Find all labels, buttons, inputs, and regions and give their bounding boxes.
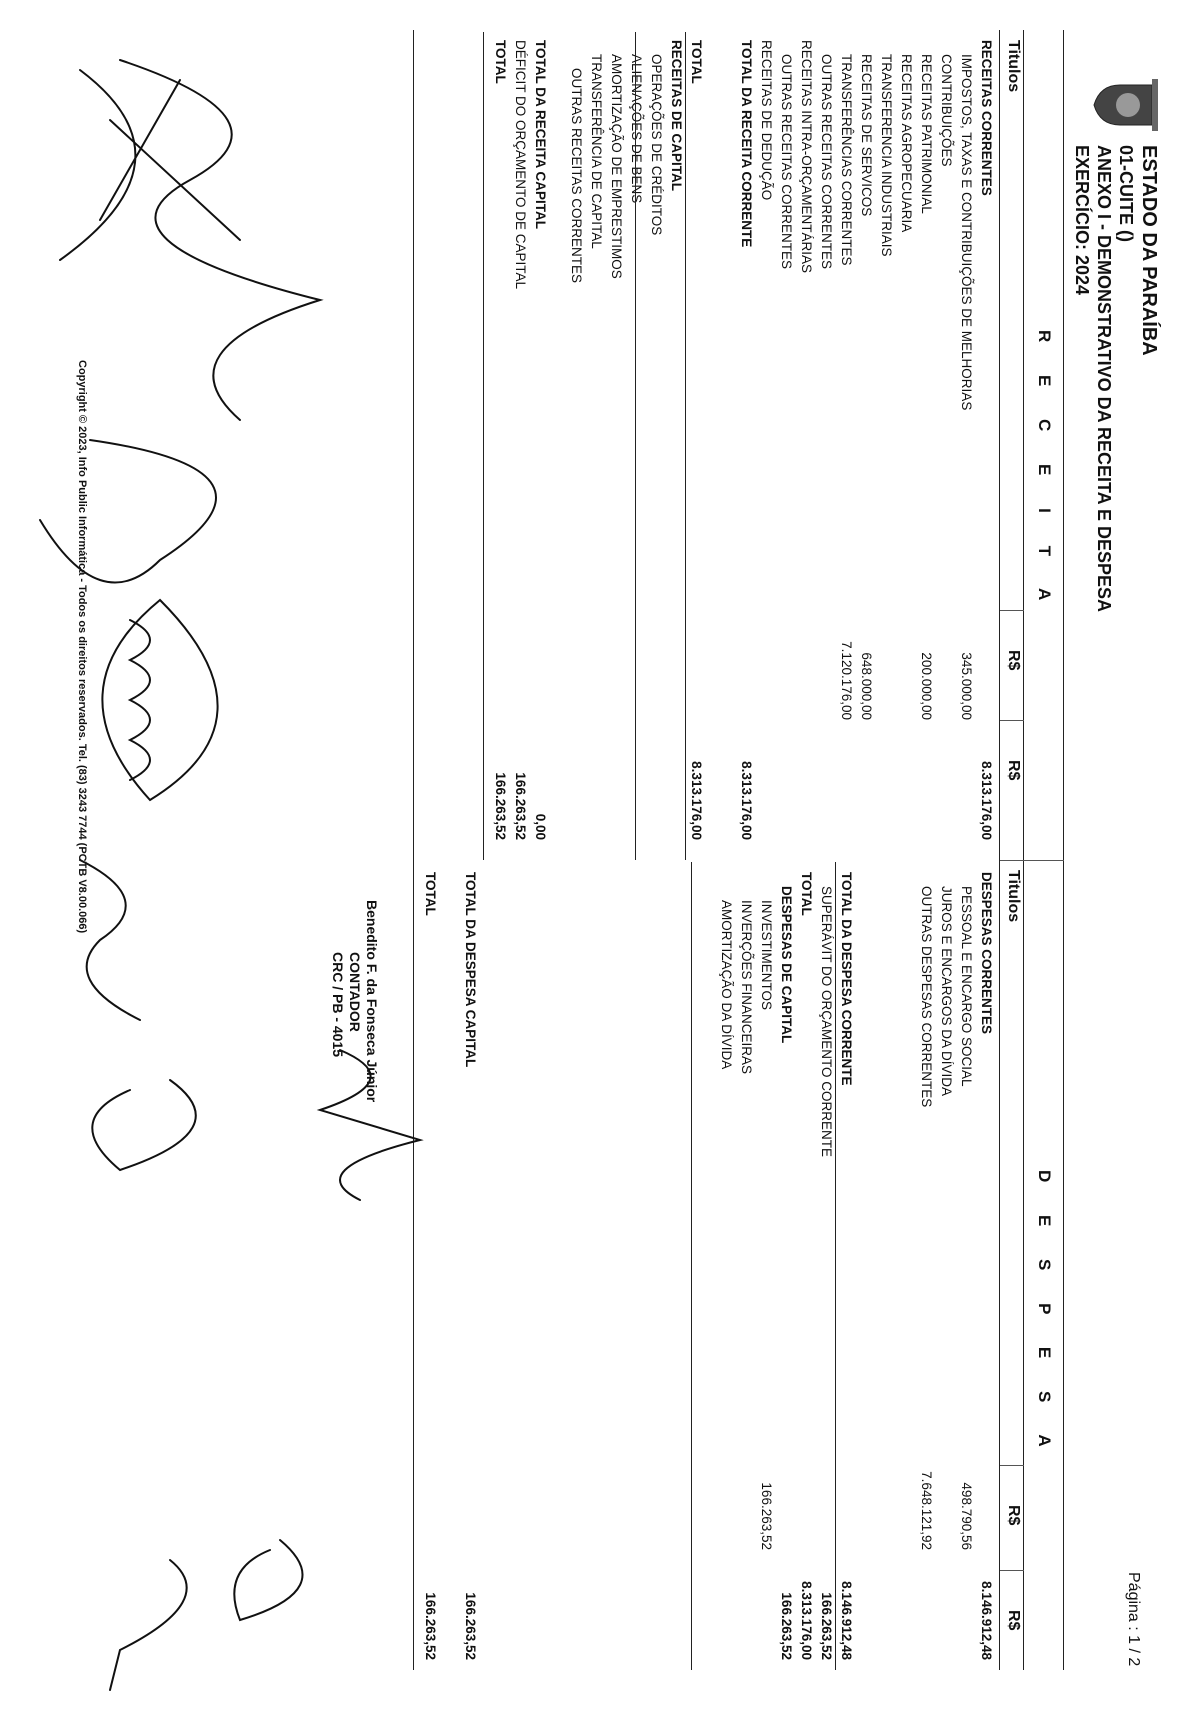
despesa-row-label: OUTRAS DESPESAS CORRENTES bbox=[919, 886, 934, 1108]
receita-row-label: TOTAL bbox=[493, 40, 508, 84]
despesa-row-value-1: 166.263,52 bbox=[759, 1482, 774, 1550]
receita-row-value-2: 0,00 bbox=[533, 813, 548, 840]
receita-heading: R E C E I T A bbox=[1035, 330, 1054, 615]
despesa-row-label: TOTAL bbox=[799, 872, 814, 916]
despesa-row-value-1: 7.648.121,92 bbox=[919, 1471, 934, 1550]
signature-scribble bbox=[234, 1540, 302, 1620]
despesa-row-value-2: 166.263,52 bbox=[423, 1592, 438, 1660]
signature-scribble bbox=[102, 600, 217, 800]
despesa-row-label: TOTAL DA DESPESA CORRENTE bbox=[839, 872, 854, 1086]
copyright-footer: Copyright © 2023, Info Public Informática - Todos os direitos reservados. Tel. (83) 3243 7744 (PCTB V8.00.066) bbox=[76, 360, 88, 934]
state-title: ESTADO DA PARAÍBA bbox=[1138, 145, 1160, 356]
receita-row-value-1: 7.120.176,00 bbox=[839, 641, 854, 720]
signature-scribble bbox=[40, 440, 216, 583]
receita-row-label: TRANSFERÊNCIA DE CAPITAL bbox=[589, 54, 604, 249]
receita-row-label: TOTAL DA RECEITA CAPITAL bbox=[533, 40, 548, 229]
stamp-crc: CRC / PB - 4015 bbox=[330, 952, 346, 1058]
despesa-row-label: PESSOAL E ENCARGO SOCIAL bbox=[959, 886, 974, 1087]
despesa-row-value-2: 8.313.176,00 bbox=[799, 1581, 814, 1660]
receita-row-label: IMPOSTOS, TAXAS E CONTRIBUIÇÕES DE MELHORIAS bbox=[959, 54, 974, 411]
despesa-row-value-2: 166.263,52 bbox=[779, 1592, 794, 1660]
receita-row-value-2: 166.263,52 bbox=[513, 772, 528, 840]
receita-row-label: AMORTIZAÇÃO DE EMPRESTIMOS bbox=[609, 54, 624, 279]
receita-row-label: RECEITAS CORRENTES bbox=[979, 40, 994, 196]
despesa-row-label: INVESTIMENTOS bbox=[759, 900, 774, 1011]
receita-row-label: DÉFICIT DO ORÇAMENTO DE CAPITAL bbox=[513, 40, 528, 290]
stamp-role: CONTADOR bbox=[347, 952, 363, 1032]
despesa-row-label: INVERÇÕES FINANCEIRAS bbox=[739, 900, 754, 1075]
signature-scribble bbox=[92, 1080, 195, 1170]
receita-row-label: OUTRAS RECEITAS CORRENTES bbox=[569, 68, 584, 284]
receita-row-label: TOTAL bbox=[689, 40, 704, 84]
receita-row-label: TRANSFERENCIA INDUSTRIAIS bbox=[879, 54, 894, 257]
signature-scribble bbox=[110, 1560, 187, 1690]
receita-col-rs2: R$ bbox=[1005, 760, 1022, 781]
signature-scribble bbox=[320, 1050, 420, 1200]
signature-scribble bbox=[130, 620, 150, 780]
receita-row-label: OUTRAS RECEITAS CORRENTES bbox=[779, 54, 794, 270]
receita-row-value-1: 200.000,00 bbox=[919, 652, 934, 720]
receita-row-label: TRANSFERÊNCIAS CORRENTES bbox=[839, 54, 854, 266]
report-title: ANEXO I - DEMONSTRATIVO DA RECEITA E DESPESA bbox=[1094, 145, 1114, 613]
despesa-row-label: AMORTIZAÇÃO DA DÍVIDA bbox=[719, 900, 734, 1070]
despesa-heading: D E S P E S A bbox=[1035, 1170, 1054, 1461]
despesa-row-label: TOTAL DA DESPESA CAPITAL bbox=[463, 872, 478, 1068]
year-title: EXERCÍCIO: 2024 bbox=[1072, 145, 1092, 296]
despesa-col-titulos: Titulos bbox=[1005, 870, 1022, 923]
receita-row-value-1: 345.000,00 bbox=[959, 652, 974, 720]
receita-row-value-2: 166.263,52 bbox=[493, 772, 508, 840]
receita-row-label: CONTRIBUIÇÕES bbox=[939, 54, 954, 167]
despesa-row-value-1: 498.790,56 bbox=[959, 1482, 974, 1550]
despesa-col-rs1: R$ bbox=[1005, 1505, 1022, 1526]
despesa-row-value-2: 166.263,52 bbox=[463, 1592, 478, 1660]
receita-row-label: TOTAL DA RECEITA CORRENTE bbox=[739, 40, 754, 248]
despesa-row-label: JUROS E ENCARGOS DA DÍVIDA bbox=[939, 886, 954, 1097]
despesa-row-value-2: 8.146.912,48 bbox=[839, 1581, 854, 1660]
receita-row-label: RECEITAS DE DEDUÇÃO bbox=[759, 40, 774, 201]
despesa-col-rs2: R$ bbox=[1005, 1610, 1022, 1631]
despesa-row-label: DESPESAS DE CAPITAL bbox=[779, 886, 794, 1044]
signature-scribble bbox=[120, 60, 320, 420]
receita-row-label: RECEITAS DE SERVICOS bbox=[859, 54, 874, 217]
receita-row-value-2: 8.313.176,00 bbox=[979, 761, 994, 840]
entity-title: 01-CUITE () bbox=[1116, 145, 1136, 243]
receita-row-label: RECEITAS DE CAPITAL bbox=[669, 40, 684, 192]
despesa-row-label: TOTAL bbox=[423, 872, 438, 916]
receita-row-label: RECEITAS INTRA-ORÇAMENTÁRIAS bbox=[799, 40, 814, 274]
receita-col-titulos: Titulos bbox=[1005, 40, 1022, 93]
stamp-name: Benedito F. da Fonseca Júnior bbox=[364, 900, 380, 1103]
receita-row-label: OUTRAS RECEITAS CORRENTES bbox=[819, 54, 834, 270]
page-number: Página : 1 / 2 bbox=[1125, 1572, 1142, 1667]
receita-row-value-2: 8.313.176,00 bbox=[689, 761, 704, 840]
receita-row-label: RECEITAS AGROPECUARIA bbox=[899, 54, 914, 233]
despesa-row-value-2: 166.263,52 bbox=[819, 1592, 834, 1660]
receita-row-label: OPERAÇÕES DE CRÉDITOS bbox=[649, 54, 664, 236]
despesa-row-value-2: 8.146.912,48 bbox=[979, 1581, 994, 1660]
receita-row-value-2: 8.313.176,00 bbox=[739, 761, 754, 840]
despesa-row-label: SUPERÁVIT DO ORÇAMENTO CORRENTE bbox=[819, 886, 834, 1158]
receita-row-label: ALIENAÇÕES DE BENS bbox=[629, 54, 644, 204]
despesa-row-label: DESPESAS CORRENTES bbox=[979, 872, 994, 1035]
receita-row-value-1: 648.000,00 bbox=[859, 652, 874, 720]
receita-col-rs1: R$ bbox=[1005, 650, 1022, 671]
signature-scribble bbox=[80, 860, 140, 1020]
receita-row-label: RECEITAS PATRIMONIAL bbox=[919, 54, 934, 214]
